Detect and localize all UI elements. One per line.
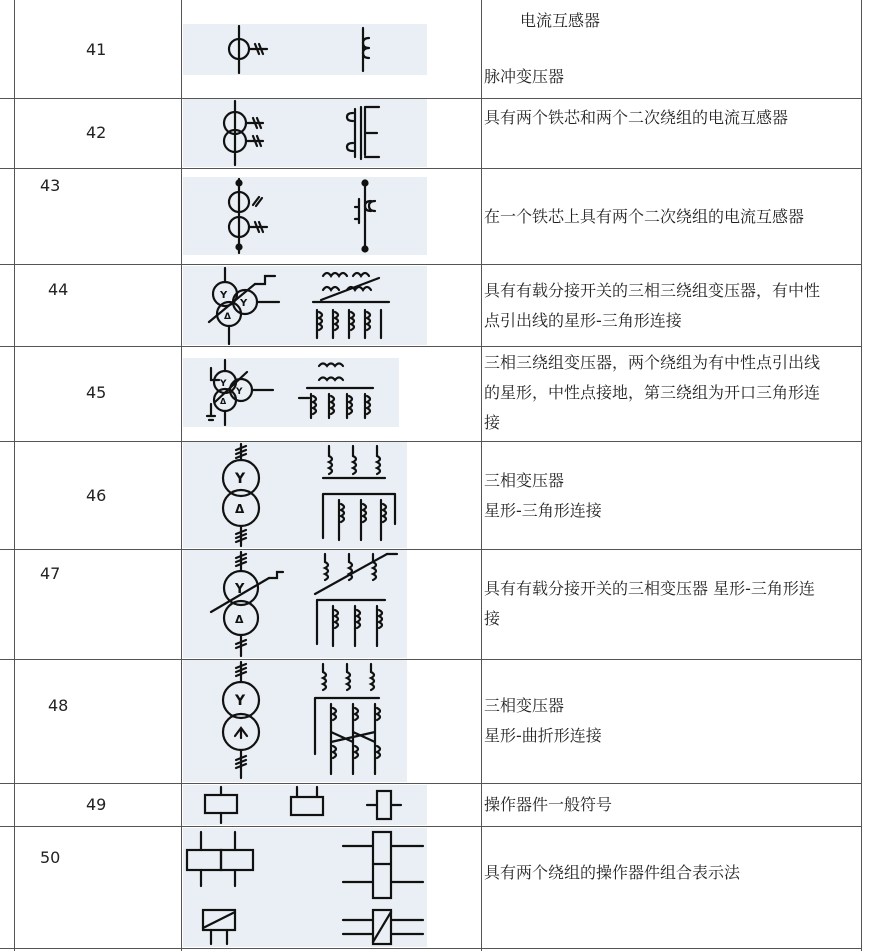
row-number: 45 bbox=[86, 383, 107, 402]
row-number: 48 bbox=[48, 696, 69, 715]
row-divider bbox=[0, 441, 862, 442]
svg-text:Y: Y bbox=[236, 387, 243, 397]
symbol-two-core-current-transformer bbox=[183, 99, 427, 167]
symbol-actuator-two-windings bbox=[183, 828, 427, 947]
svg-text:Y: Y bbox=[235, 582, 245, 597]
symbol-actuator-general bbox=[183, 785, 427, 825]
row-number: 41 bbox=[86, 40, 107, 59]
description-line: 具有两个铁芯和两个二次绕组的电流互感器 bbox=[484, 108, 789, 127]
row-divider bbox=[0, 264, 862, 265]
svg-text:Δ: Δ bbox=[224, 312, 231, 322]
table-border-right bbox=[861, 0, 862, 951]
svg-text:Y: Y bbox=[220, 290, 228, 301]
svg-text:Y: Y bbox=[240, 298, 248, 309]
row-divider bbox=[0, 783, 862, 784]
row-description bbox=[484, 691, 856, 751]
row-number: 47 bbox=[40, 564, 61, 583]
row-description bbox=[484, 348, 856, 438]
symbol-single-core-two-secondary-ct bbox=[183, 177, 427, 255]
row-description bbox=[484, 276, 856, 336]
table-column-divider bbox=[481, 0, 482, 951]
description-line: 接 bbox=[484, 609, 501, 628]
symbol-three-phase-transformer-star-delta bbox=[183, 442, 407, 548]
svg-text:Δ: Δ bbox=[220, 397, 227, 406]
star-symbol: Y bbox=[235, 471, 246, 487]
row-description bbox=[484, 790, 856, 820]
svg-text:Y: Y bbox=[220, 379, 227, 389]
row-description bbox=[484, 202, 856, 232]
description-line: 在一个铁芯上具有两个二次绕组的电流互感器 bbox=[484, 207, 805, 226]
row-divider bbox=[0, 346, 862, 347]
svg-text:Δ: Δ bbox=[235, 613, 244, 626]
description-line: 操作器件一般符号 bbox=[484, 795, 613, 814]
description-line: 电流互感器 bbox=[520, 11, 601, 30]
description-line: 点引出线的星形-三角形连接 bbox=[484, 311, 682, 330]
symbol-three-phase-transformer-oltc-star-delta bbox=[183, 550, 407, 658]
table-border-left bbox=[14, 0, 15, 951]
row-number: 46 bbox=[86, 486, 107, 505]
description-line: 具有有载分接开关的三相变压器 星形-三角形连 bbox=[484, 579, 815, 598]
description-line: 的星形，中性点接地，第三绕组为开口三角形连 bbox=[484, 383, 821, 402]
row-divider bbox=[0, 659, 862, 660]
row-description bbox=[484, 6, 856, 92]
table-column-divider bbox=[181, 0, 182, 951]
table-border-bottom bbox=[0, 948, 862, 949]
delta-symbol: Δ bbox=[235, 502, 245, 516]
symbol-three-phase-transformer-star-zigzag bbox=[183, 660, 407, 782]
description-line: 具有有载分接开关的三相三绕组变压器，有中性 bbox=[484, 281, 821, 300]
symbol-current-transformer bbox=[183, 24, 427, 75]
row-divider bbox=[0, 168, 862, 169]
symbol-three-winding-transformer-oltc bbox=[183, 266, 427, 345]
row-divider bbox=[0, 826, 862, 827]
row-number: 50 bbox=[40, 848, 61, 867]
row-description bbox=[484, 103, 856, 133]
row-description bbox=[484, 466, 856, 526]
svg-text:Y: Y bbox=[235, 693, 246, 709]
symbol-three-winding-transformer-open-delta bbox=[183, 358, 399, 427]
row-divider bbox=[0, 98, 862, 99]
description-line: 三相三绕组变压器，两个绕组为有中性点引出线 bbox=[484, 353, 821, 372]
description-line: 星形-三角形连接 bbox=[484, 501, 602, 520]
description-line: 具有两个绕组的操作器件组合表示法 bbox=[484, 863, 741, 882]
row-number: 49 bbox=[86, 795, 107, 814]
description-line: 三相变压器 bbox=[484, 471, 565, 490]
description-line: 三相变压器 bbox=[484, 696, 565, 715]
row-number: 43 bbox=[40, 176, 61, 195]
row-divider bbox=[0, 549, 862, 550]
description-line: 接 bbox=[484, 413, 501, 432]
row-description bbox=[484, 858, 856, 888]
row-description bbox=[484, 574, 856, 634]
description-line: 脉冲变压器 bbox=[484, 67, 565, 86]
description-line: 星形-曲折形连接 bbox=[484, 726, 602, 745]
row-number: 42 bbox=[86, 123, 107, 142]
row-number: 44 bbox=[48, 280, 69, 299]
